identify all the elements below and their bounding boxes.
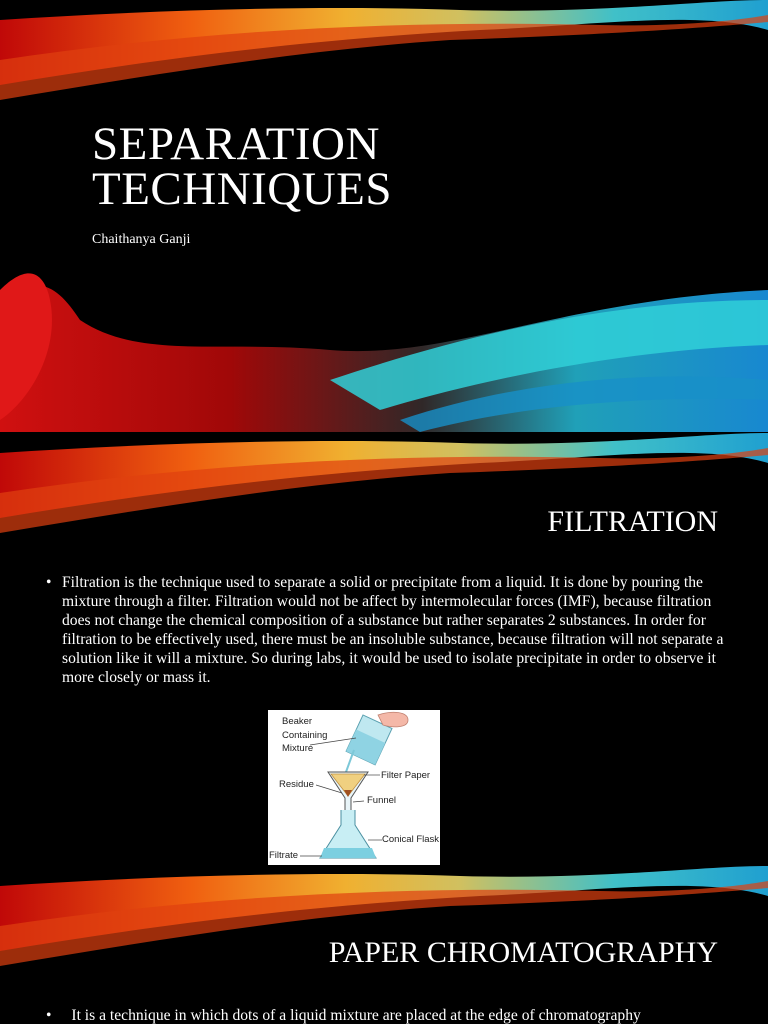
author-subtitle: Chaithanya Ganji bbox=[92, 232, 191, 247]
label-containing: Containing bbox=[282, 730, 328, 741]
filtration-slide bbox=[0, 433, 768, 865]
bullet-paragraph bbox=[46, 1006, 746, 1024]
bullet-marker: • bbox=[46, 574, 52, 591]
bullet-paragraph bbox=[46, 573, 726, 687]
top-swoosh-decoration bbox=[0, 0, 768, 432]
title-line-2: TECHNIQUES bbox=[92, 163, 393, 215]
title-line-1: SEPARATION bbox=[92, 118, 380, 170]
title-slide bbox=[0, 0, 768, 432]
bullet-marker: • bbox=[46, 1007, 52, 1024]
filtration-diagram bbox=[268, 710, 440, 865]
bullet-text: It is a technique in which dots of a liquid mixture are placed at the edge of chromatography bbox=[71, 1007, 641, 1024]
label-beaker: Beaker bbox=[282, 716, 313, 727]
label-conical-flask: Conical Flask bbox=[382, 834, 440, 845]
label-filtrate: Filtrate bbox=[269, 850, 299, 861]
slide-title: PAPER CHROMATOGRAPHY bbox=[328, 936, 718, 969]
label-residue: Residue bbox=[279, 779, 314, 790]
page-title bbox=[92, 118, 393, 215]
paper-chromatography-slide bbox=[0, 866, 768, 1024]
slide-title: FILTRATION bbox=[547, 505, 718, 538]
label-funnel: Funnel bbox=[367, 795, 397, 806]
bullet-text: Filtration is the technique used to separate a solid or precipitate from a liquid. It is done by pouring the mixture through a filter. Filtration would not be affect by intermolecular forces (IMF), because filtration does not change the chemical composition of a substance but rather separates 2 substances. In order for filtration to be effectively used, there must be an insoluble substance, because filtration will not separate a solution like it will a mixture. So during labs, it would be used to isolate precipitate in order to observe it more closely or mass it. bbox=[62, 574, 724, 686]
label-mixture: Mixture bbox=[282, 743, 314, 754]
label-filter-paper: Filter Paper bbox=[381, 770, 431, 781]
